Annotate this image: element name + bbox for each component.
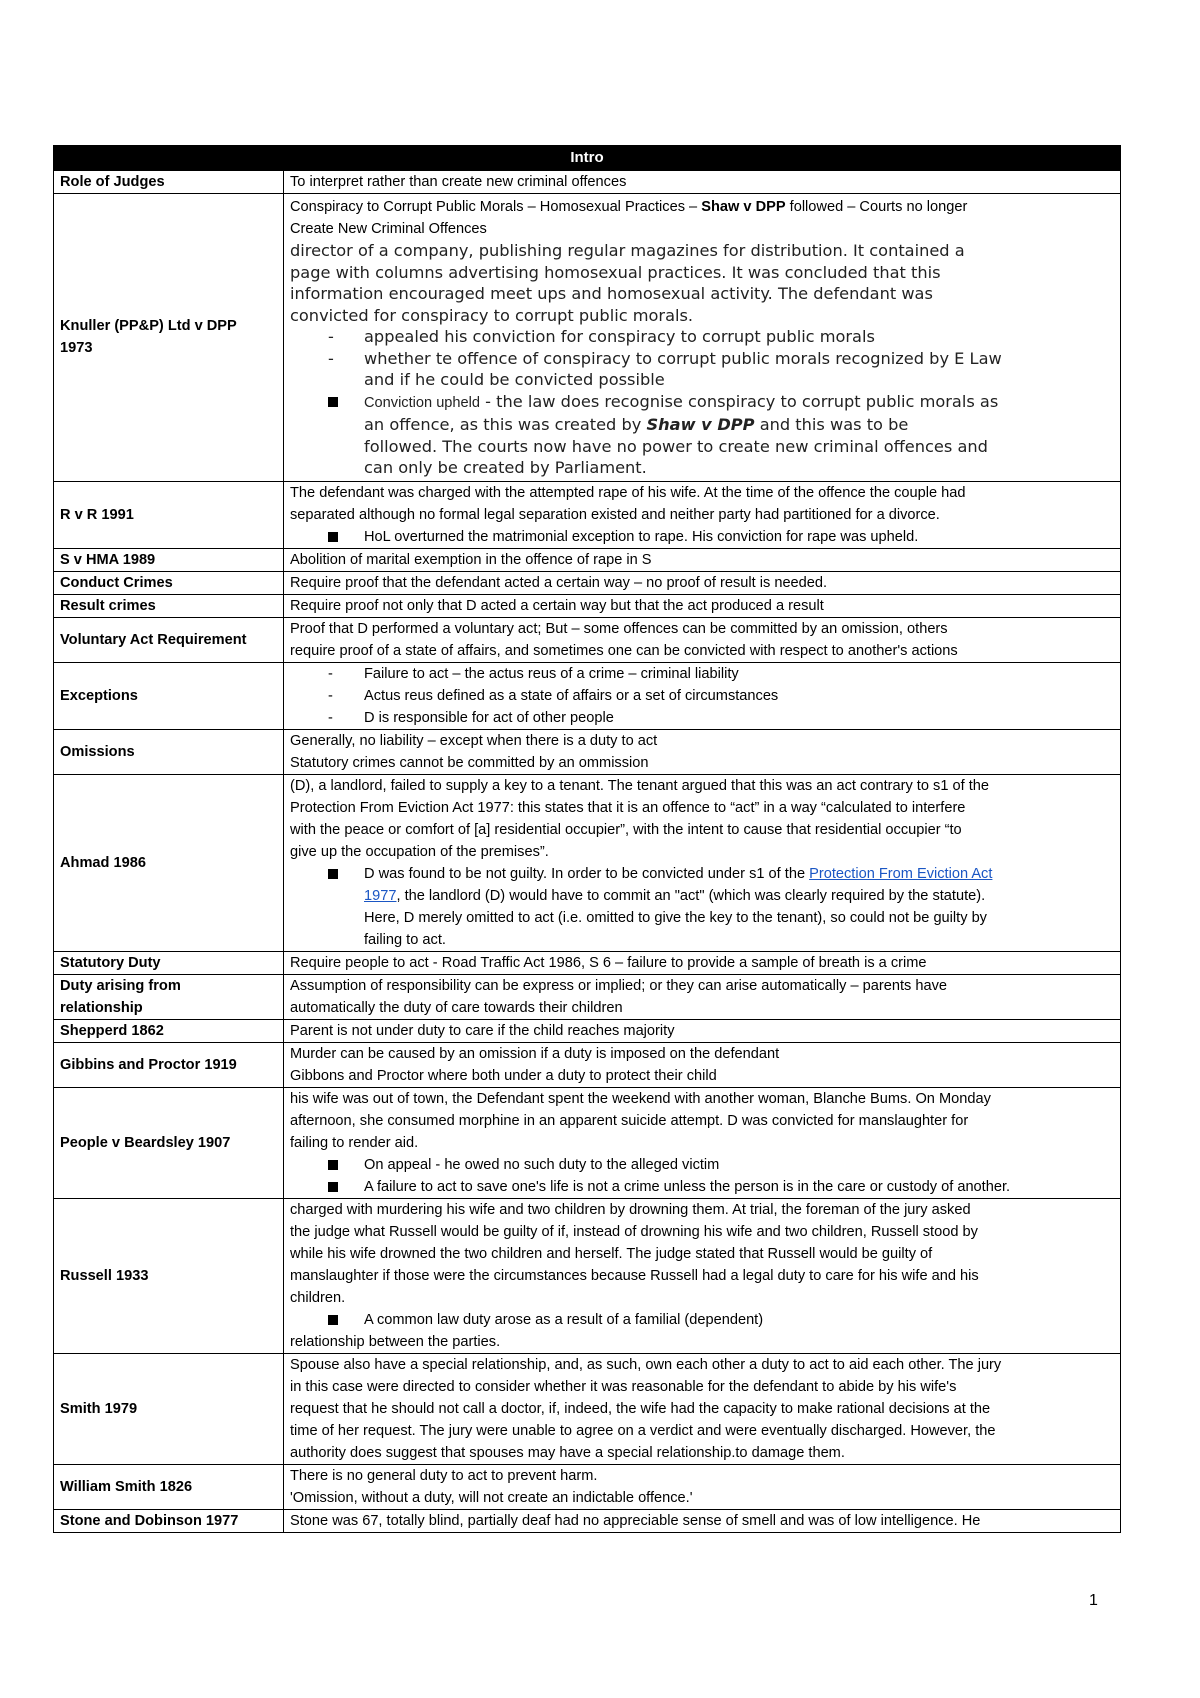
- table-row: [54, 1019, 1121, 1042]
- case-name: S v HMA 1989: [54, 548, 284, 571]
- case-name: R v R 1991: [54, 481, 284, 548]
- table-row: [54, 1042, 1121, 1087]
- case-note: Generally, no liability – except when there is a duty to act Statutory crimes cannot be committed by an ommission: [284, 729, 1121, 774]
- square-bullet: HoL overturned the matrimonial exception to rape. His conviction for rape was upheld.: [290, 526, 1114, 548]
- case-name: Stone and Dobinson 1977: [54, 1509, 284, 1532]
- dash-bullet: - appealed his conviction for conspiracy to corrupt public morals: [328, 327, 875, 346]
- table-row: [54, 171, 1121, 194]
- table-row: [54, 951, 1121, 974]
- case-note: Parent is not under duty to care if the child reaches majority: [284, 1019, 1121, 1042]
- square-bullet-icon: [328, 397, 338, 407]
- case-note: his wife was out of town, the Defendant spent the weekend with another woman, Blanche Bums. On Monday afternoon, she consumed morphine in an apparent suicide attempt. D was convicted for manslaughter for failing to render aid. On appeal - he owed no such duty to the alleged victim A failure to act to save one's life is not a crime unless the person is in the care or custody of another.: [284, 1087, 1121, 1198]
- case-name: Shepperd 1862: [54, 1019, 284, 1042]
- table-row: [54, 662, 1121, 729]
- case-note: (D), a landlord, failed to supply a key to a tenant. The tenant argued that this was an act contrary to s1 of the Protection From Eviction Act 1977: this states that it is an offence to “act” in a way “calculated to interfere with the peace or comfort of [a] residential occupier”, with the intent to cause that residential occupier “to give up the occupation of the premises”. D was found to be not guilty. In order to be convicted under s1 of the Protection From Eviction Act 1977, the landlord (D) would have to commit an "act" (which was clearly required by the statute). Here, D merely omitted to act (i.e. omitted to give the key to the tenant), so could not be guilty by failing to act.: [284, 774, 1121, 951]
- square-bullet-icon: [328, 869, 338, 879]
- case-name: Role of Judges: [54, 171, 284, 194]
- case-name: Duty arising from relationship: [54, 974, 284, 1019]
- case-note: Require proof that the defendant acted a certain way – no proof of result is needed.: [284, 571, 1121, 594]
- dash-bullet: - whether te offence of conspiracy to corrupt public morals recognized by E Law: [328, 348, 1002, 368]
- square-bullet: D was found to be not guilty. In order to be convicted under s1 of the Protection From Eviction Act: [290, 863, 1114, 885]
- case-name: Omissions: [54, 729, 284, 774]
- case-note: Require proof not only that D acted a certain way but that the act produced a result: [284, 594, 1121, 617]
- case-note: Proof that D performed a voluntary act; But – some offences can be committed by an omission, others require proof of a state of affairs, and sometimes one can be convicted with respect to another's actions: [284, 617, 1121, 662]
- square-bullet: On appeal - he owed no such duty to the alleged victim: [290, 1154, 1114, 1176]
- table-row: [54, 1464, 1121, 1509]
- square-bullet: A common law duty arose as a result of a familial (dependent): [290, 1309, 1114, 1331]
- case-name: Exceptions: [54, 662, 284, 729]
- square-bullet-icon: [328, 1315, 338, 1325]
- square-bullet: A failure to act to save one's life is not a crime unless the person is in the care or custody of another.: [290, 1176, 1114, 1198]
- case-note: Abolition of marital exemption in the offence of rape in S: [284, 548, 1121, 571]
- dash-bullet: - Actus reus defined as a state of affairs or a set of circumstances: [328, 687, 779, 704]
- table-row: [54, 774, 1121, 951]
- case-note: Require people to act - Road Traffic Act 1986, S 6 – failure to provide a sample of breath is a crime: [284, 951, 1121, 974]
- table-header-row: [54, 146, 1121, 171]
- case-name: Smith 1979: [54, 1353, 284, 1464]
- table-row: [54, 1198, 1121, 1353]
- table-row: [54, 974, 1121, 1019]
- square-bullet-icon: [328, 532, 338, 542]
- table-row: [54, 194, 1121, 482]
- square-bullet: Conviction upheld - the law does recognise conspiracy to corrupt public morals as: [290, 391, 1114, 415]
- case-note: The defendant was charged with the attempted rape of his wife. At the time of the offence the couple had separated although no formal legal separation existed and neither party had partitioned for a divorce. HoL overturned the matrimonial exception to rape. His conviction for rape was upheld.: [284, 481, 1121, 548]
- square-bullet-icon: [328, 1160, 338, 1170]
- case-note: To interpret rather than create new criminal offences: [284, 171, 1121, 194]
- case-note: Conspiracy to Corrupt Public Morals – Homosexual Practices – Shaw v DPP followed – Courts no longer Create New Criminal Offences director of a company, publishing regular magazines for distribution. It contained a page with columns advertising homosexual practices. It was concluded that this information encouraged meet ups and homosexual activity. The defendant was convicted for conspiracy to corrupt public morals. - appealed his conviction for conspiracy to corrupt public morals - whether te offence of conspiracy to corrupt public morals recognized by E Law and if he could be convicted possible Conviction upheld - the law does recognise conspiracy to corrupt public morals as an offence, as this was created by Shaw v DPP and this was to be followed. The courts now have no power to create new criminal offences and can only be created by Parliament.: [284, 194, 1121, 482]
- case-note: Spouse also have a special relationship, and, as such, own each other a duty to act to aid each other. The jury in this case were directed to consider whether it was reasonable for the defendant to abide by his wife's request that he should not call a doctor, if, indeed, the wife had the capacity to make rational decisions at the time of her request. The jury were unable to agree on a verdict and were eventually discharged. However, the authority does suggest that spouses may have a special relationship.to damage them.: [284, 1353, 1121, 1464]
- case-note: There is no general duty to act to prevent harm. 'Omission, without a duty, will not create an indictable offence.': [284, 1464, 1121, 1509]
- case-name: William Smith 1826: [54, 1464, 284, 1509]
- statute-link[interactable]: 1977: [364, 887, 397, 904]
- table-row: [54, 571, 1121, 594]
- case-note: Stone was 67, totally blind, partially deaf had no appreciable sense of smell and was of low intelligence. He: [284, 1509, 1121, 1532]
- table-row: [54, 617, 1121, 662]
- table-row: [54, 548, 1121, 571]
- case-name: Conduct Crimes: [54, 571, 284, 594]
- case-note: charged with murdering his wife and two children by drowning them. At trial, the foreman of the jury asked the judge what Russell would be guilty of if, instead of drowning his wife and two children, Russell stood by while his wife drowned the two children and herself. The judge stated that Russell would be guilty of manslaughter if those were the circumstances because Russell had a legal duty to care for his wife and his children. A common law duty arose as a result of a familial (dependent) relationship between the parties.: [284, 1198, 1121, 1353]
- dash-bullet: - D is responsible for act of other people: [328, 709, 614, 726]
- table-header: Intro: [54, 146, 1121, 171]
- dash-bullet: - Failure to act – the actus reus of a crime – criminal liability: [328, 665, 739, 682]
- table-row: [54, 1353, 1121, 1464]
- case-facts: director of a company, publishing regular magazines for distribution. It contained a page with columns advertising homosexual practices. It was concluded that this information encouraged meet ups and homosexual activity. The defendant was convicted for conspiracy to corrupt public morals. - appealed his conviction for conspiracy to corrupt public morals - whether te offence of conspiracy to corrupt public morals recognized by E Law and if he could be convicted possible Conviction upheld - the law does recognise conspiracy to corrupt public morals as an offence, as this was created by Shaw v DPP and this was to be followed. The courts now have no power to create new criminal offences and can only be created by Parliament.: [290, 240, 1114, 479]
- case-name: Result crimes: [54, 594, 284, 617]
- case-name: People v Beardsley 1907: [54, 1087, 284, 1198]
- table-row: [54, 594, 1121, 617]
- case-name: Russell 1933: [54, 1198, 284, 1353]
- page-number: 1: [1089, 1592, 1098, 1609]
- case-note: [284, 662, 1121, 729]
- statute-link[interactable]: Protection From Eviction Act: [809, 865, 993, 882]
- table-row: [54, 481, 1121, 548]
- case-name: Ahmad 1986: [54, 774, 284, 951]
- case-name: Gibbins and Proctor 1919: [54, 1042, 284, 1087]
- square-bullet-icon: [328, 1182, 338, 1192]
- case-note: Assumption of responsibility can be express or implied; or they can arise automatically – parents have automatically the duty of care towards their children: [284, 974, 1121, 1019]
- table-row: [54, 1087, 1121, 1198]
- case-note: Murder can be caused by an omission if a duty is imposed on the defendant Gibbons and Proctor where both under a duty to protect their child: [284, 1042, 1121, 1087]
- case-name: Knuller (PP&P) Ltd v DPP 1973: [54, 194, 284, 482]
- table-row: [54, 729, 1121, 774]
- table-row: [54, 1509, 1121, 1532]
- case-name: Voluntary Act Requirement: [54, 617, 284, 662]
- case-name: Statutory Duty: [54, 951, 284, 974]
- notes-table: [53, 145, 1121, 1533]
